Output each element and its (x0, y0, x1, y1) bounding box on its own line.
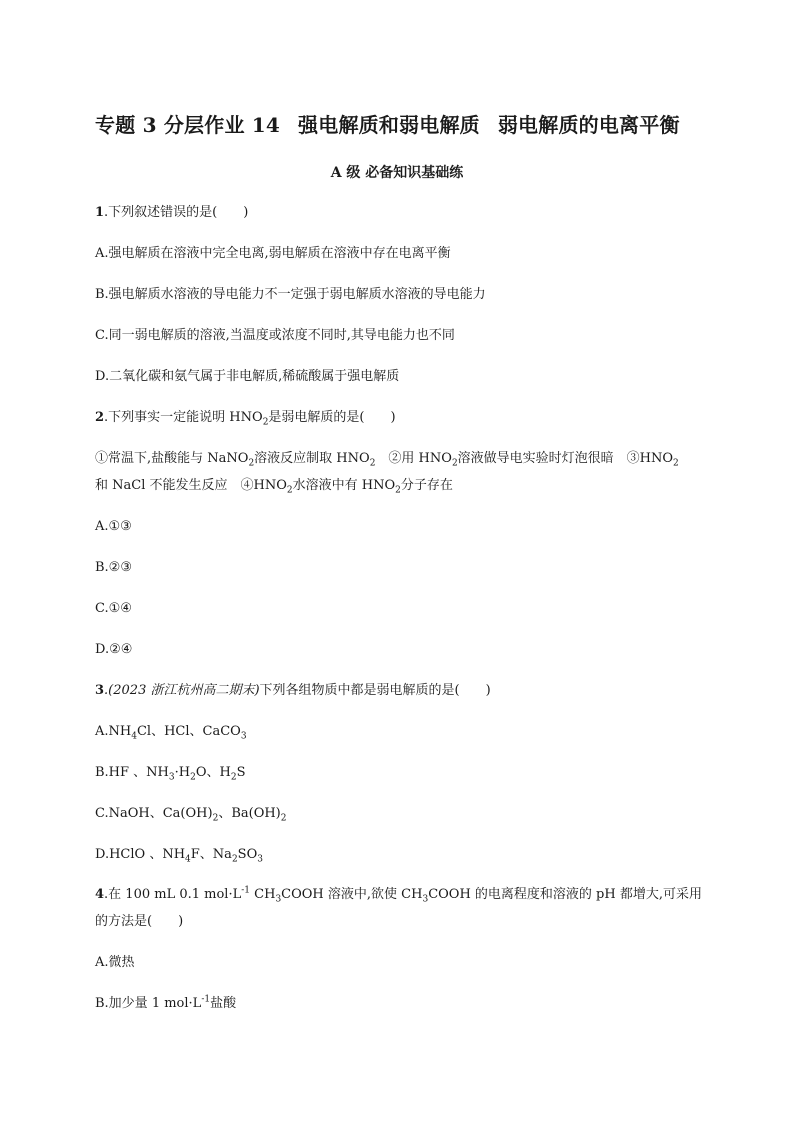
question-3-stem: 3.(2023 浙江杭州高二期末)下列各组物质中都是弱电解质的是( ) (95, 683, 491, 698)
question-1-option-b: B.强电解质水溶液的导电能力不一定强于弱电解质水溶液的导电能力 (95, 287, 486, 302)
question-2-statements-line-2: 和 NaCl 不能发生反应 $④HNO_2$水溶液中有 $HNO_2$分子存在 (95, 478, 453, 496)
question-4-option-b: B.加少量 1 $mol\cdot L^{-1}$盐酸 (95, 994, 237, 1011)
question-number: 4 (95, 887, 105, 902)
question-2-option-b: B.②③ (95, 560, 132, 575)
question-2-option-d: D.②④ (95, 642, 133, 657)
question-source: .(2023 浙江杭州高二期末) (104, 683, 260, 698)
question-4-stem-line-1: 4.在 100 mL 0.1 $mol\cdot L^{-1}$ $CH_3COOH$ 溶液中,欲使 $CH_3COOH$ 的电离程度和溶液的 pH 都增大,可采用 (95, 885, 702, 905)
question-3-option-a: $A.NH_4Cl$、HCl、CaCO$_3$ (95, 724, 247, 742)
question-1-option-a: A.强电解质在溶液中完全电离,弱电解质在溶液中存在电离平衡 (95, 246, 451, 261)
question-number: 1 (95, 205, 105, 220)
question-2-statements-line-1: ①常温下,盐酸能与 NaNO$_2$溶液反应制取 $HNO_2$ ②用 $HNO_2$溶液做导电实验时灯泡很暗 $③HNO_2$ (95, 451, 679, 469)
question-3-option-b: B.HF 、$NH_3\cdot H_2O$、$H_2S$ (95, 765, 246, 783)
question-3-option-c: C.NaOH、$Ca(OH)_2$、$Ba(OH)_2$ (95, 806, 287, 824)
section-heading: A 级 必备知识基础练 (330, 165, 464, 181)
question-1-stem: 1.下列叙述错误的是( ) (95, 205, 249, 220)
question-4-stem-line-2: 的方法是( ) (95, 914, 184, 929)
question-1-option-d: D.二氧化碳和氨气属于非电解质,稀硫酸属于强电解质 (95, 369, 400, 384)
question-3-option-d: D.HClO 、$NH_4F$、$Na_2SO_3$ (95, 847, 263, 865)
question-2-option-c: C.①④ (95, 601, 132, 616)
question-1-option-c: C.同一弱电解质的溶液,当温度或浓度不同时,其导电能力也不同 (95, 328, 455, 343)
title-part-1: 专题 3 分层作业 14 (95, 113, 281, 137)
title-part-2: 强电解质和弱电解质 (298, 113, 480, 137)
question-2-option-a: A.①③ (95, 519, 132, 534)
question-number: 3 (95, 683, 105, 698)
question-number: 2 (95, 410, 105, 425)
question-4-option-a: A.微热 (95, 955, 135, 970)
question-2-stem: 2.下列事实一定能说明 $HNO_2$是弱电解质的是( ) (95, 410, 396, 428)
page-title (95, 109, 735, 138)
title-part-3: 弱电解质的电离平衡 (497, 113, 680, 137)
